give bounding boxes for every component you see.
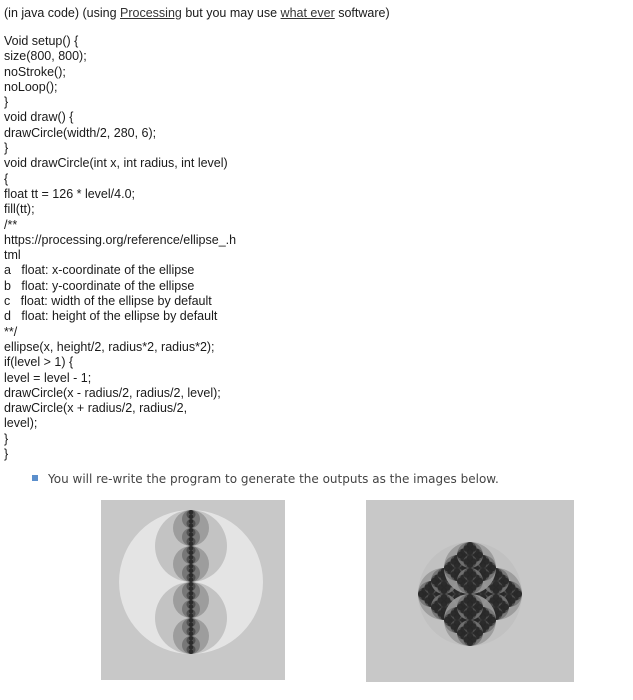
figure-circle bbox=[189, 519, 194, 524]
figure-circle bbox=[454, 614, 461, 621]
figure-circle bbox=[480, 562, 487, 569]
figure-circle bbox=[189, 573, 194, 578]
figure-circle bbox=[454, 568, 461, 575]
code-line: b float: y-coordinate of the ellipse bbox=[4, 278, 195, 293]
figure-circle bbox=[189, 605, 194, 610]
code-line: } bbox=[4, 95, 9, 110]
figure-circle bbox=[467, 555, 474, 562]
figure-circle bbox=[189, 618, 194, 623]
figure-circle bbox=[480, 620, 487, 627]
figure-circle bbox=[493, 601, 500, 608]
code-line: { bbox=[4, 171, 9, 186]
code-line: void draw() { bbox=[4, 110, 74, 125]
figure-circle bbox=[467, 620, 474, 627]
code-block bbox=[4, 34, 236, 462]
code-line: level = level - 1; bbox=[4, 370, 92, 385]
figure-circle bbox=[189, 632, 194, 637]
code-line: fill(tt); bbox=[4, 202, 35, 217]
code-line: drawCircle(x - radius/2, radius/2, level); bbox=[4, 385, 221, 400]
figure-circle bbox=[428, 594, 435, 601]
figure-circle bbox=[441, 601, 448, 608]
processing-link[interactable]: Processing bbox=[120, 6, 182, 20]
instruction-bullet bbox=[32, 472, 499, 486]
figure-circle bbox=[189, 555, 194, 560]
figure-circle bbox=[189, 600, 194, 605]
figure-circle bbox=[467, 588, 474, 595]
code-line: https://processing.org/reference/ellipse_.h bbox=[4, 232, 237, 247]
figure-circle bbox=[189, 537, 194, 542]
figure-circle bbox=[493, 581, 500, 588]
figure-circle bbox=[467, 594, 474, 601]
figure-circle bbox=[189, 569, 194, 574]
figure-circle bbox=[441, 594, 448, 601]
figure-circle bbox=[467, 549, 474, 556]
code-line: Void setup() { bbox=[4, 34, 79, 48]
code-line: drawCircle(width/2, 280, 6); bbox=[4, 125, 157, 140]
figure-circle bbox=[189, 542, 194, 547]
whatever-link: what ever bbox=[280, 6, 335, 20]
figure-circle bbox=[467, 607, 474, 614]
figure-circle bbox=[467, 575, 474, 582]
figure-circle bbox=[189, 524, 194, 529]
figure-circle bbox=[493, 588, 500, 595]
figure-circle bbox=[189, 650, 194, 655]
figure-cross-circles bbox=[366, 500, 574, 682]
figure-circle bbox=[467, 633, 474, 640]
figure-circle bbox=[467, 640, 474, 647]
code-line: } bbox=[4, 141, 9, 156]
code-line: ellipse(x, height/2, radius*2, radius*2); bbox=[4, 339, 215, 354]
figure-circle bbox=[493, 594, 500, 601]
figure-circle bbox=[467, 627, 474, 634]
figure-circle bbox=[441, 588, 448, 595]
figure-circle bbox=[467, 542, 474, 549]
intro-middle: but you may use bbox=[181, 6, 281, 20]
figure-circle bbox=[454, 620, 461, 627]
figure-circle bbox=[189, 596, 194, 601]
code-line: drawCircle(x + radius/2, radius/2, bbox=[4, 401, 188, 416]
figure-circle bbox=[189, 587, 194, 592]
figure-circle bbox=[189, 641, 194, 646]
figure-circle bbox=[506, 588, 513, 595]
figure-circle bbox=[189, 582, 194, 587]
intro-suffix: software) bbox=[334, 6, 390, 20]
figure-circle bbox=[467, 581, 474, 588]
code-line: a float: x-coordinate of the ellipse bbox=[4, 263, 195, 278]
figure-circle bbox=[189, 528, 194, 533]
code-line: noStroke(); bbox=[4, 64, 66, 79]
intro-prefix: (in java code) (using bbox=[4, 6, 121, 20]
figure-circle bbox=[189, 560, 194, 565]
code-line: float tt = 126 * level/4.0; bbox=[4, 186, 135, 201]
code-line: tml bbox=[4, 248, 21, 263]
figure-circle bbox=[189, 510, 194, 515]
code-line: noLoop(); bbox=[4, 79, 58, 94]
figure-circle bbox=[189, 636, 194, 641]
figure-circle bbox=[480, 568, 487, 575]
figure-circle bbox=[467, 601, 474, 608]
figure-circle bbox=[467, 562, 474, 569]
figure-circle bbox=[506, 594, 513, 601]
figure-circle bbox=[189, 551, 194, 556]
figure-circle bbox=[189, 546, 194, 551]
figure-circle bbox=[189, 645, 194, 650]
instruction-text: You will re-write the program to generate the outputs as the images below. bbox=[48, 472, 499, 486]
figure-circle bbox=[189, 614, 194, 619]
figure-circle bbox=[189, 564, 194, 569]
figure-circle bbox=[189, 627, 194, 632]
code-line: d float: height of the ellipse by default bbox=[4, 309, 218, 324]
figure-circle bbox=[189, 591, 194, 596]
intro-line bbox=[4, 6, 390, 20]
figure-circle bbox=[428, 588, 435, 595]
code-line: c float: width of the ellipse by default bbox=[4, 294, 212, 309]
code-line: /** bbox=[4, 217, 18, 232]
figure-circle bbox=[467, 614, 474, 621]
figure-circle bbox=[441, 581, 448, 588]
figure-circle bbox=[480, 614, 487, 621]
figure-vertical-circles bbox=[101, 500, 285, 680]
code-line: void drawCircle(int x, int radius, int level) bbox=[4, 156, 228, 171]
code-line: if(level > 1) { bbox=[4, 355, 74, 370]
code-line: size(800, 800); bbox=[4, 49, 87, 64]
figure-circle bbox=[189, 609, 194, 614]
code-line: level); bbox=[4, 416, 38, 431]
figure-circle bbox=[189, 515, 194, 520]
figure-circle bbox=[189, 623, 194, 628]
figure-circle bbox=[189, 533, 194, 538]
code-line: **/ bbox=[4, 324, 18, 339]
bullet-square-icon bbox=[32, 475, 38, 481]
figure-circle bbox=[189, 578, 194, 583]
code-line: } bbox=[4, 431, 9, 446]
figure-circle bbox=[454, 562, 461, 569]
code-line: } bbox=[4, 447, 9, 462]
figure-circle bbox=[467, 568, 474, 575]
